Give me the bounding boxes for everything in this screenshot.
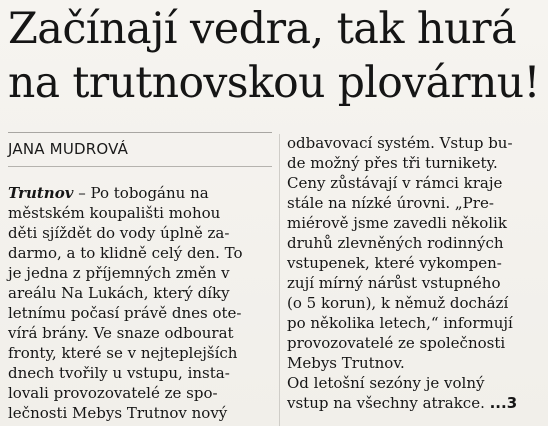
headline-line-1: Začínají vedra, tak hurá bbox=[8, 4, 517, 54]
text-line: je jedna z příjemných změn v bbox=[8, 264, 230, 282]
text-line: zují mírný nárůst vstupného bbox=[287, 274, 501, 292]
dateline-place: Trutnov bbox=[8, 184, 74, 202]
text-line: Mebys Trutnov. bbox=[287, 354, 405, 372]
byline-rule bbox=[8, 166, 272, 167]
text-line: stále na nízké úrovni. „Pre- bbox=[287, 194, 494, 212]
text-line: (o 5 korun), k němuž dochází bbox=[287, 294, 509, 312]
text-line: vírá brány. Ve snaze odbourat bbox=[8, 324, 234, 342]
text-line bbox=[8, 183, 270, 203]
text-line: vstupenek, které vykompen- bbox=[287, 254, 502, 272]
text-line: de možný přes tři turnikety. bbox=[287, 154, 498, 172]
top-rule bbox=[8, 132, 272, 133]
column-divider bbox=[279, 134, 280, 426]
text-line: Od letošní sezóny je volný bbox=[287, 374, 485, 392]
text-line: druhů zlevněných rodinných bbox=[287, 234, 504, 252]
text-line: dnech tvořily u vstupu, insta- bbox=[8, 364, 230, 382]
text-line: po několika letech,“ informují bbox=[287, 314, 513, 332]
text-line: lečnosti Mebys Trutnov nový bbox=[8, 404, 228, 422]
closing-text: vstup na všechny atrakce. bbox=[287, 394, 490, 412]
text-line: areálu Na Lukách, který díky bbox=[8, 284, 230, 302]
text-line: letnímu počasí právě dnes ote- bbox=[8, 304, 242, 322]
text-line: lovali provozovatelé ze spo- bbox=[8, 384, 218, 402]
text-line: fronty, které se v nejteplejších bbox=[8, 344, 238, 362]
dateline-rest: – Po tobogánu na bbox=[73, 184, 209, 202]
article-column-2 bbox=[287, 133, 542, 413]
text-line: odbavovací systém. Vstup bu- bbox=[287, 134, 513, 152]
text-line: miérově jsme zavedli několik bbox=[287, 214, 507, 232]
headline-line-2: na trutnovskou plovárnu! bbox=[8, 58, 540, 108]
headline bbox=[8, 2, 543, 110]
text-line: městském koupališti mohou bbox=[8, 204, 221, 222]
text-line: děti sjíždět do vody úplně za- bbox=[8, 224, 230, 242]
byline: JANA MUDROVÁ bbox=[8, 140, 129, 158]
article-column-1 bbox=[8, 183, 270, 423]
text-line: darmo, a to klidně celý den. To bbox=[8, 244, 243, 262]
text-line: Ceny zůstávají v rámci kraje bbox=[287, 174, 503, 192]
text-line bbox=[287, 393, 542, 413]
page-jump-reference[interactable]: ...3 bbox=[489, 394, 518, 412]
text-line: provozovatelé ze společnosti bbox=[287, 334, 506, 352]
